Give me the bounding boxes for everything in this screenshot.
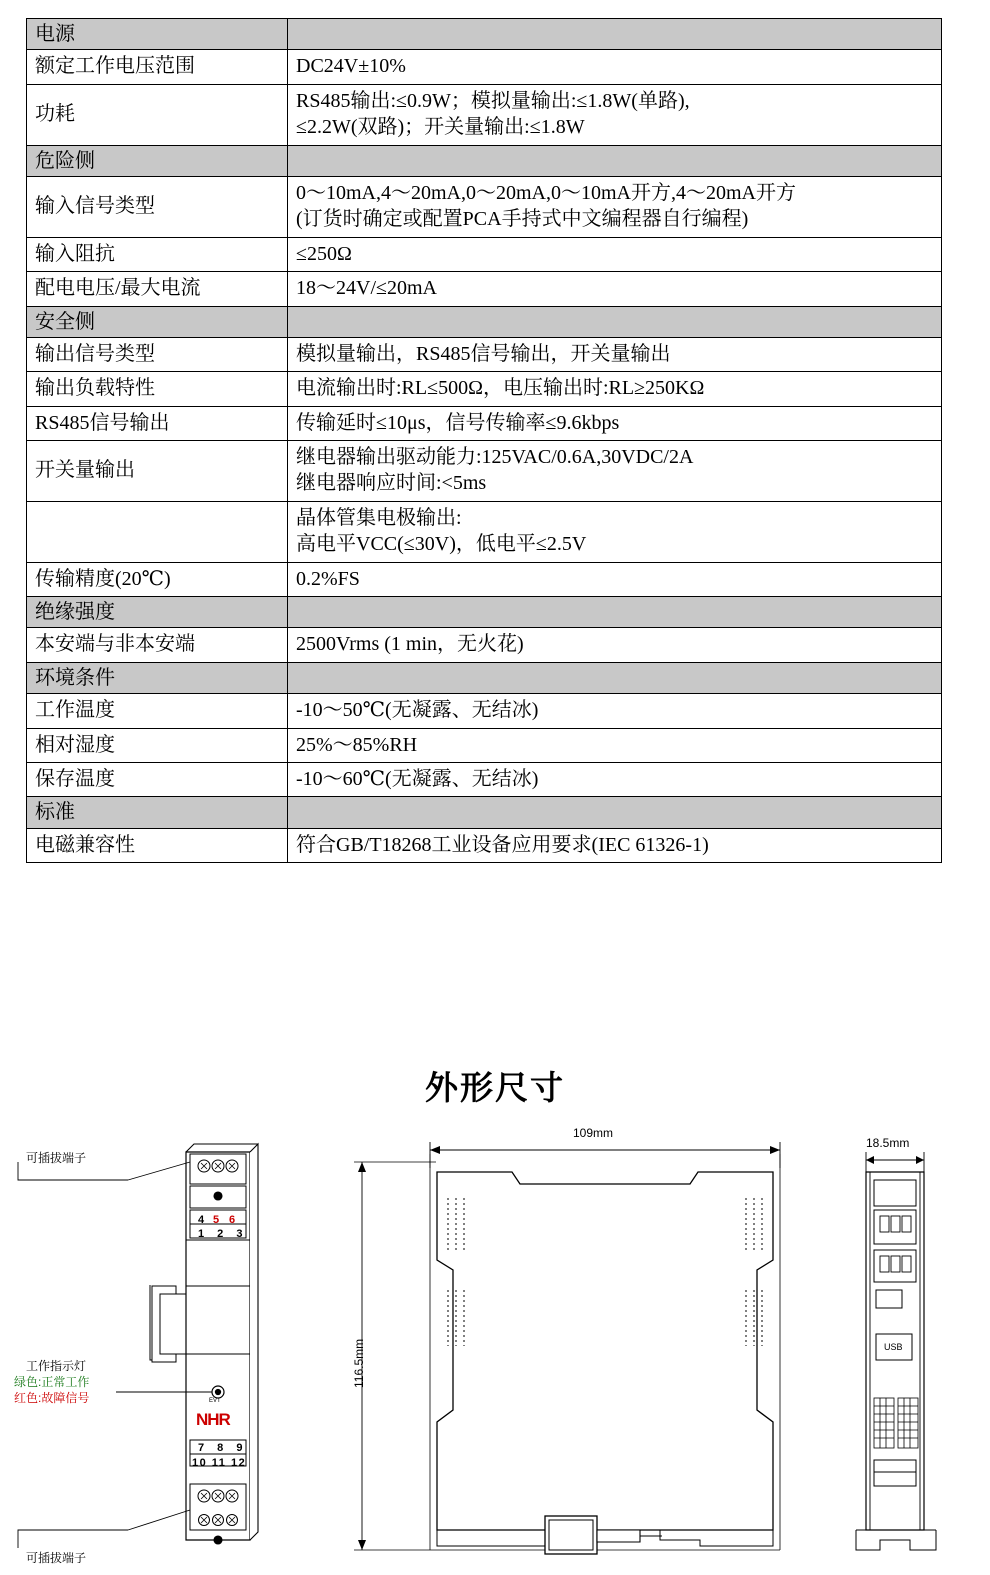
- spec-section-row: [27, 145, 942, 176]
- spec-value-line: 25%～85%RH: [296, 733, 418, 756]
- spec-value: [288, 337, 942, 371]
- terminal-number-6: 6: [229, 1214, 239, 1226]
- callout-bottom-terminal: 可插拔端子: [26, 1551, 87, 1565]
- table-row: [27, 694, 942, 728]
- spec-value: [288, 406, 942, 440]
- spec-value: [288, 597, 942, 628]
- spec-label: 危险侧: [27, 145, 288, 176]
- spec-label: 保存温度: [27, 762, 288, 796]
- spec-section-row: [27, 662, 942, 693]
- spec-value-line: RS485输出:≤0.9W；模拟量输出:≤1.8W(单路),: [296, 89, 690, 112]
- specifications-table: [26, 18, 942, 863]
- spec-value-line: 高电平VCC(≤30V)，低电平≤2.5V: [296, 533, 587, 556]
- usb-label: USB: [884, 1342, 903, 1352]
- spec-section-row: [27, 597, 942, 628]
- table-row: [27, 237, 942, 271]
- spec-value-line: 模拟量输出，RS485信号输出，开关量输出: [296, 342, 671, 365]
- spec-value-line: 0.2%FS: [296, 567, 360, 590]
- spec-value: [288, 372, 942, 406]
- spec-label: 开关量输出: [27, 441, 288, 502]
- spec-value: [288, 828, 942, 862]
- spec-value: [288, 728, 942, 762]
- spec-value-line: 0～10mA,4～20mA,0～20mA,0～10mA开方,4～20mA开方: [296, 181, 796, 204]
- spec-label: 工作温度: [27, 694, 288, 728]
- spec-value: [288, 562, 942, 596]
- table-row: [27, 562, 942, 596]
- spec-value-line: 18～24V/≤20mA: [296, 277, 437, 300]
- spec-value: [288, 272, 942, 306]
- spec-value-line: -10～50℃(无凝露、无结冰): [296, 699, 539, 722]
- terminal-numbers-10-11-12: 10 11 12: [192, 1457, 247, 1469]
- table-row: [27, 406, 942, 440]
- spec-label: 输出信号类型: [27, 337, 288, 371]
- spec-label: [27, 501, 288, 562]
- spec-value: [288, 762, 942, 796]
- spec-value-line: 2500Vrms (1 min，无火花): [296, 633, 524, 656]
- spec-label: 环境条件: [27, 662, 288, 693]
- spec-label: 电源: [27, 19, 288, 50]
- table-row: [27, 372, 942, 406]
- table-row: [27, 441, 942, 502]
- spec-section-row: [27, 797, 942, 828]
- dimension-width: 109mm: [573, 1126, 614, 1140]
- spec-label: 本安端与非本安端: [27, 628, 288, 662]
- table-row: [27, 50, 942, 84]
- drawing-svg: [0, 1110, 990, 1570]
- spec-value-line: ≤250Ω: [296, 242, 352, 265]
- spec-value: [288, 237, 942, 271]
- callout-indicator-red: 红色:故障信号: [14, 1391, 90, 1405]
- spec-value-line: 继电器响应时间:<5ms: [296, 472, 487, 495]
- spec-value-line: (订货时确定或配置PCA手持式中文编程器自行编程): [296, 208, 749, 231]
- callout-indicator-title: 工作指示灯: [26, 1359, 87, 1373]
- brand-logo: NHR: [196, 1410, 230, 1429]
- table-row: [27, 762, 942, 796]
- table-row: [27, 84, 942, 145]
- spec-label: 传输精度(20℃): [27, 562, 288, 596]
- spec-label: 绝缘强度: [27, 597, 288, 628]
- spec-value: [288, 628, 942, 662]
- callout-top-terminal: 可插拔端子: [26, 1151, 87, 1165]
- spec-value-line: 继电器输出驱动能力:125VAC/0.6A,30VDC/2A: [296, 446, 694, 469]
- terminal-number-5: 5: [213, 1214, 223, 1226]
- spec-label: 输出负载特性: [27, 372, 288, 406]
- table-row: [27, 828, 942, 862]
- spec-value-line: 电流输出时:RL≤500Ω，电压输出时:RL≥250KΩ: [296, 377, 705, 400]
- dimension-height: 116.5mm: [352, 1338, 366, 1388]
- spec-value-line: DC24V±10%: [296, 55, 406, 78]
- dimensions-title: 外形尺寸: [425, 1069, 565, 1106]
- spec-value-line: ≤2.2W(双路)；开关量输出:≤1.8W: [296, 116, 585, 139]
- terminal-number-4: 4: [198, 1214, 208, 1226]
- terminal-numbers-1-2-3: 1 2 3: [198, 1228, 248, 1240]
- table-row: [27, 501, 942, 562]
- spec-value: [288, 694, 942, 728]
- spec-label: 输入信号类型: [27, 176, 288, 237]
- spec-value-line: 传输延时≤10μs，信号传输率≤9.6kbps: [296, 411, 620, 434]
- spec-value: [288, 84, 942, 145]
- spec-section-row: [27, 19, 942, 50]
- spec-label: 额定工作电压范围: [27, 50, 288, 84]
- spec-value: [288, 306, 942, 337]
- spec-value: [288, 145, 942, 176]
- evt-label: EVT: [209, 1398, 221, 1404]
- dimension-depth: 18.5mm: [866, 1136, 910, 1150]
- spec-label: 相对湿度: [27, 728, 288, 762]
- table-row: [27, 176, 942, 237]
- spec-value: [288, 176, 942, 237]
- spec-value: [288, 50, 942, 84]
- table-row: [27, 628, 942, 662]
- dimension-drawings: [0, 1110, 990, 1570]
- spec-label: RS485信号输出: [27, 406, 288, 440]
- spec-value-line: 符合GB/T18268工业设备应用要求(IEC 61326-1): [296, 833, 709, 856]
- callout-indicator-green: 绿色:正常工作: [14, 1375, 90, 1389]
- spec-label: 功耗: [27, 84, 288, 145]
- spec-label: 配电电压/最大电流: [27, 272, 288, 306]
- spec-value-line: -10～60℃(无凝露、无结冰): [296, 767, 539, 790]
- table-row: [27, 337, 942, 371]
- spec-section-row: [27, 306, 942, 337]
- spec-value: [288, 19, 942, 50]
- spec-value-line: 晶体管集电极输出:: [296, 506, 462, 529]
- table-row: [27, 728, 942, 762]
- spec-label: 安全侧: [27, 306, 288, 337]
- terminal-numbers-7-8-9: 7 8 9: [198, 1442, 248, 1454]
- spec-value: [288, 501, 942, 562]
- spec-label: 输入阻抗: [27, 237, 288, 271]
- spec-label: 标准: [27, 797, 288, 828]
- spec-value: [288, 662, 942, 693]
- spec-value: [288, 441, 942, 502]
- spec-label: 电磁兼容性: [27, 828, 288, 862]
- spec-value: [288, 797, 942, 828]
- table-row: [27, 272, 942, 306]
